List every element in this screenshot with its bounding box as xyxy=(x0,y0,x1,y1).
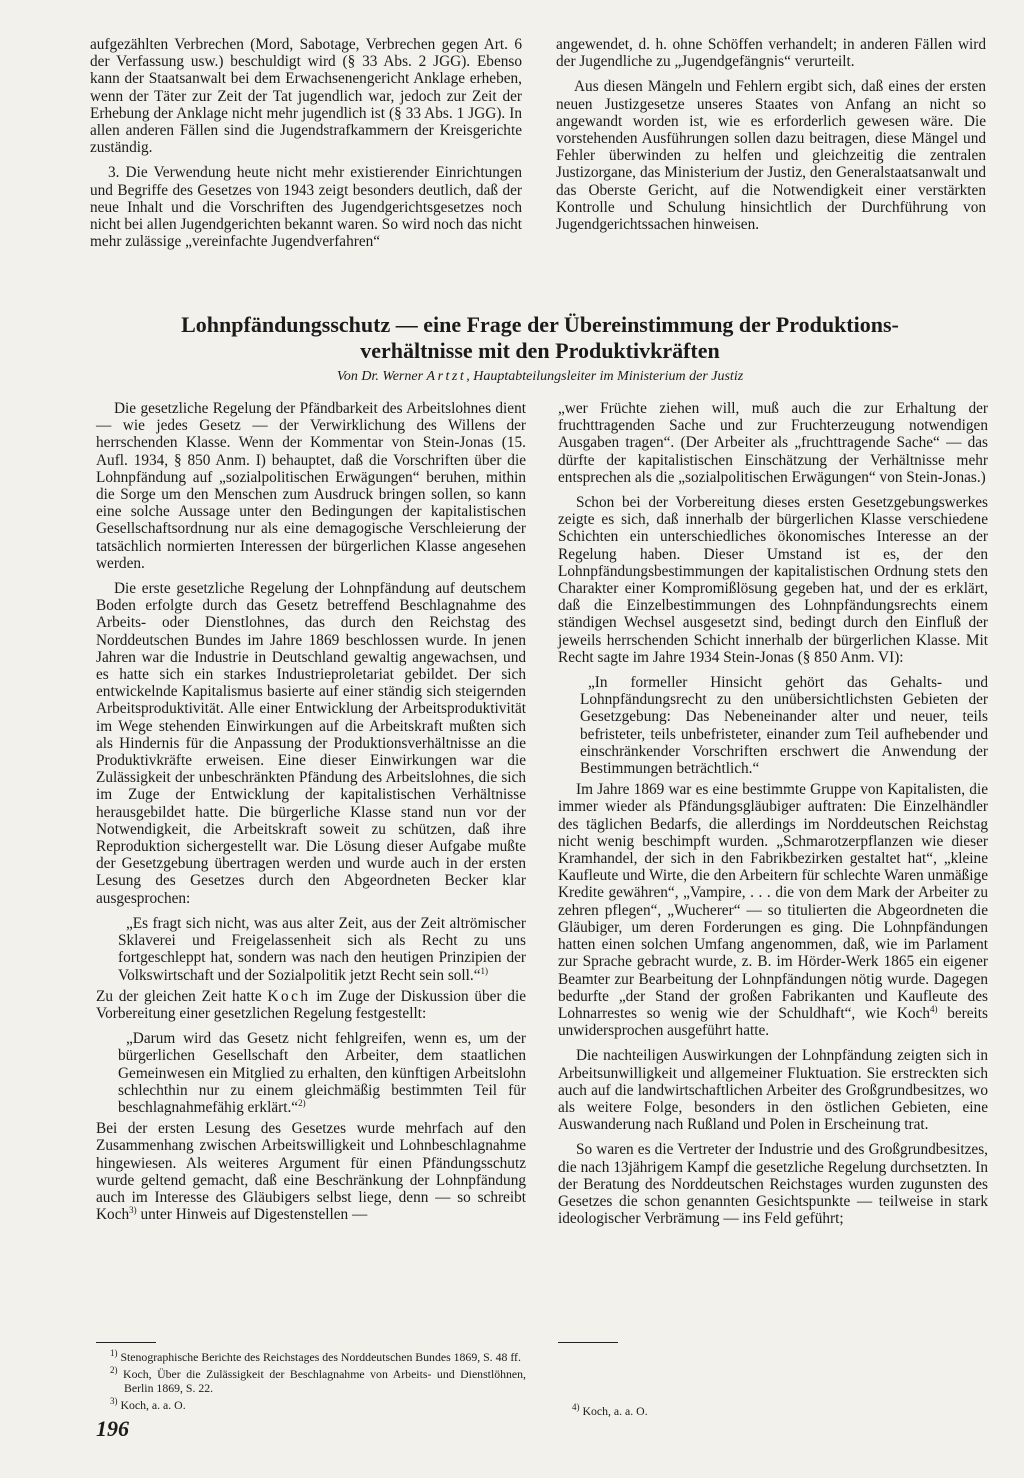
block-quote xyxy=(118,915,526,984)
quote-text: „Darum wird das Gesetz nicht fehlgreifen, wenn es, um der bürgerlichen Gesellschaft den Arbeiter, dem staatlichen Gemeinwesen ein Mitglied zu erhalten, den künftigen Arbeitslohn schlechthin nur zu einem gleichmäßig bestimmten Teil für beschlagnahmefähig erklärt.“ xyxy=(118,1030,526,1116)
footnote-ref: 2) xyxy=(298,1097,306,1108)
footnote-mark: 2) xyxy=(110,1365,118,1376)
block-quote xyxy=(118,1030,526,1116)
paragraph: „wer Früchte ziehen will, muß auch die zur Erhaltung der fruchttragenden Sache und zur Fruchterzeugung notwendigen Ausgaben tragen“. (Der Arbeiter als „fruchttragende Sache“ — das dürfte der kapitalistischen Einschätzung der Verhältnisse mehr entsprechen als die „sozialpolitischen Erwägungen“ von Stein-Jonas.) xyxy=(558,400,988,486)
text-run: Zu der gleichen Zeit hatte xyxy=(96,987,268,1005)
paragraph: Die erste gesetzliche Regelung der Lohnpfändung auf deutschem Boden erfolgte durch das Gesetz betreffend Beschlagnahme des Arbeits- oder Dienstlohnes, das durch den Reichstag des Norddeutschen Bundes im Jahre 1869 beschlossen wurde. In jenen Jahren war die Industrie in Deutschland gewaltig angewachsen, und es hatte sich ein starkes Industrieproletariat gebildet. Der sich entwickelnde Kapitalismus basierte auf einer ständig sich steigernden Arbeitsproduktivität. Alle einer Entwicklung der Arbeitsproduktivität im Wege stehenden Einwirkungen auf die Arbeitskraft mußten sich als Hindernis für die Anpassung der Produktionsverhältnisse an die Produktivkräfte erweisen. Eine dieser Einwirkungen war die Zulässigkeit der unbeschränkten Pfändung des Arbeitslohnes, die sich im Zuge der Entwicklung der kapitalistischen Verhältnisse herausgebildet hatte. Die bürgerliche Klasse stand nun vor der Notwendigkeit, die Arbeitskraft soweit zu schützen, daß ihre Reproduktion sichergestellt war. Die Lösung dieser Aufgabe mußte der Gesetzgebung übertragen werden und wurde auch in der ersten Lesung des Gesetzes durch den Abgeordneten Becker klar ausgesprochen: xyxy=(96,580,526,907)
paragraph xyxy=(96,1120,526,1223)
paragraph: Die gesetzliche Regelung der Pfändbarkeit des Arbeitslohnes dient — wie jedes Gesetz — der Verwirklichung des Willens der herrschenden Klasse. Wenn der Kommentar von Stein-Jonas (15. Aufl. 1934, § 850 Anm. I) behauptet, daß die Vorschriften über die Lohnpfändung auf „sozialpolitischen Erwägungen“ beruhen, mithin die Sorge um den Menschen zum Ausdruck bringen sollen, so kann eine solche Aussage unter den Bedingungen der kapitalistischen Gesellschaftsordnung nur als eine demagogische Verschleierung der tatsächlich normierten Interessen der bürgerlichen Klasse angesehen werden. xyxy=(96,400,526,572)
footnote-divider xyxy=(96,1342,156,1343)
paragraph: aufgezählten Verbrechen (Mord, Sabotage, Verbrechen gegen Art. 6 der Verfassung usw.) beschuldigt wird (§ 33 Abs. 2 JGG). Ebenso kann der Staatsanwalt bei dem Erwachsenengericht Anklage erheben, wenn der Täter zur Zeit der Tat jugendlich war, jedoch zur Zeit der Erhebung der Anklage nicht mehr jugendlich ist (§ 33 Abs. 1 JGG). In allen anderen Fällen sind die Jugendstrafkammern der Kreisgerichte zuständig. xyxy=(90,36,522,157)
person-name: Koch xyxy=(267,987,311,1005)
page-number: 196 xyxy=(96,1416,129,1441)
footnote-text: Koch, Über die Zulässigkeit der Beschlagnahme von Arbeits- und Dienstlöhnen, Berlin 1869, S. 22. xyxy=(123,1367,526,1395)
paragraph xyxy=(558,781,988,1039)
footnote-mark: 3) xyxy=(110,1396,118,1407)
footnotes-left xyxy=(108,1350,526,1415)
text-run: Im Jahre 1869 war es eine bestimmte Gruppe von Kapitalisten, die immer wieder als Pfändungsgläubiger auftraten: Die Einzelhändler des täglichen Bedarfs, die allerdings im Norddeutschen Reichstag nicht wenig beschimpft wurden. „Schmarotzerpflanzen wie dieser Kramhandel, der sich in den Fabrikbezirken gestaltet hat“, „kleine Kaufleute und Wirte, die den Arbeitern für schlechte Waren unmäßige Kredite gewähren“, „Vampire, . . . die von dem Mark der Arbeiter zu zehren pflegen“, „Wucherer“ — so titulierten die Abgeordneten die Gläubiger, um deren Forderungen es ging. Die Lohnpfändungen hatten einen solchen Umfang angenommen, daß, wie im Parlament zur Sprache gebracht wurde, z. B. im Hörder-Werk 1865 ein eigener Beamter zur Bearbeitung der Lohnpfändungen nötig wurde. Dagegen bedurfte „der Stand der großen Fabrikanten und Kaufleute des Lohnarrestes so wenig wie der Schuldhaft“, wie Koch xyxy=(558,781,988,1022)
article-title-line: verhältnisse mit den Produktivkräften xyxy=(360,338,720,363)
article-right-column xyxy=(558,400,988,1235)
footnote-text: Stenographische Berichte des Reichstages des Norddeutschen Bundes 1869, S. 48 ff. xyxy=(120,1350,521,1364)
paragraph: Aus diesen Mängeln und Fehlern ergibt sich, daß eines der ersten neuen Justizgesetze unseres Staates von Anfang an nicht so angewandt worden ist, wie es erforderlich gewesen wäre. Die vorstehenden Ausführungen sollen dazu beitragen, diese Mängel und Fehler überwinden zu helfen und gleichzeitig die zentralen Justizorgane, das Ministerium der Justiz, den Generalstaatsanwalt und das Oberste Gericht, auf die Notwendigkeit einer verstärkten Kontrolle und Schulung hinsichtlich der Durchführung von Jugendgerichtssachen hinweisen. xyxy=(556,78,986,234)
text-run: Bei der ersten Lesung des Gesetzes wurde mehrfach auf den Zusammenhang zwischen Arbeitswilligkeit und Lohnbeschlagnahme hingewiesen. Als weiteres Argument für einen Pfändungsschutz wurde geltend gemacht, daß eine Beschränkung der Lohnpfändung auch im Interesse des Gläubigers selbst liege, denn — so schreibt Koch xyxy=(96,1120,526,1224)
footnote-ref: 3) xyxy=(129,1205,137,1216)
top-left-column xyxy=(90,36,522,258)
paragraph: 3. Die Verwendung heute nicht mehr existierender Einrichtungen und Begriffe des Gesetzes von 1943 zeigt besonders deutlich, daß der neue Inhalt und die Vorschriften des Jugendgerichtsgesetzes noch nicht bei allen Jugendgerichten bekannt waren. So wird noch das nicht mehr zulässige „vereinfachte Jugendverfahren“ xyxy=(90,164,523,251)
paragraph: Die nachteiligen Auswirkungen der Lohnpfändung zeigten sich in Arbeitsunwilligkeit und allgemeiner Fluktuation. Sie erstreckten sich auch auf die landwirtschaftlichen Arbeiter des Großgrundbesitzes, wo als weitere Folge, besonders in den östlichen Gebieten, eine Auswanderung nach Rußland und Polen in Erscheinung trat. xyxy=(558,1047,988,1134)
paragraph: Schon bei der Vorbereitung dieses ersten Gesetzgebungswerkes zeigte es sich, daß innerhalb der bürgerlichen Klasse verschiedene Schichten ein unterschiedliches ökonomisches Interesse an der Regelung haben. Dieser Umstand ist es, der den Lohnpfändungsbestimmungen der kapitalistischen Ordnung stets den Charakter einer Kompromißlösung gegeben hat, und der es erklärt, daß die Einzelbestimmungen des Lohnpfändungsrechts einem ständigen Wechsel ausgesetzt sind, bedingt durch den Einfluß der jeweils herrschenden Schicht innerhalb der bürgerlichen Klasse. Mit Recht sagte im Jahre 1934 Stein-Jonas (§ 850 Anm. VI): xyxy=(558,494,988,666)
article-left-column xyxy=(96,400,526,1231)
footnote xyxy=(108,1350,526,1364)
top-right-column xyxy=(556,36,986,241)
text-run: bereits unwidersprochen ausgeführt hatte. xyxy=(558,1004,988,1040)
paragraph: So waren es die Vertreter der Industrie und des Großgrundbesitzes, die nach 13jährigem Kampf die gesetzliche Regelung durchsetzten. In der Beratung des Norddeutschen Reichstages wurden zugunsten des Gesetzes die schon genannten Gesichtspunkte — teilweise in stark ideologischer Verbrämung — ins Feld geführt; xyxy=(558,1141,988,1228)
byline-suffix: , Hauptabteilungsleiter im Ministerium der Justiz xyxy=(466,369,744,384)
paragraph xyxy=(96,988,526,1022)
footnote-text: Koch, a. a. O. xyxy=(582,1404,648,1418)
footnotes-right xyxy=(570,1404,770,1421)
article-title xyxy=(90,312,990,364)
byline-prefix: Von Dr. Werner xyxy=(336,369,427,384)
quote-text: „Es fragt sich nicht, was aus alter Zeit, aus der Zeit altrömischer Sklaverei und Freigelassenheit sich als Recht zu uns fortgeschleppt hat, sondern was nach den heutigen Prinzipien der Volkswirtschaft und der Sozialpolitik jetzt Recht sein soll.“ xyxy=(118,914,526,984)
article-title-line: Lohnpfändungsschutz — eine Frage der Übereinstimmung der Produktions- xyxy=(181,312,899,337)
text-run: unter Hinweis auf Digestenstellen — xyxy=(136,1206,368,1224)
article-byline xyxy=(90,368,990,385)
footnote xyxy=(108,1398,526,1412)
text-run: im Zuge der Diskussion über die Vorbereitung einer gesetzlichen Regelung festgestellt: xyxy=(96,987,526,1022)
footnote-text: Koch, a. a. O. xyxy=(120,1398,186,1412)
footnote-mark: 1) xyxy=(110,1348,118,1359)
paragraph: angewendet, d. h. ohne Schöffen verhandelt; in anderen Fällen wird der Jugendliche zu „Jugendgefängnis“ verurteilt. xyxy=(556,36,986,71)
footnote-mark: 4) xyxy=(572,1402,580,1413)
footnote-ref: 1) xyxy=(480,965,489,976)
footnote-divider xyxy=(558,1342,618,1343)
footnote xyxy=(108,1367,526,1395)
author-name: Artzt xyxy=(426,369,467,384)
footnote xyxy=(570,1404,770,1418)
block-quote: „In formeller Hinsicht gehört das Gehalts- und Lohnpfändungsrecht zu den unübersichtlichsten Gebieten der Gesetzgebung: Das Nebeneinander alter und neuer, teils befristeter, teils unbefristeter, einander zum Teil aufhebender und einschränkender Vorschriften erschwert die Anwendung der Bestimmungen beträchtlich.“ xyxy=(580,674,988,778)
footnote-ref: 4) xyxy=(929,1003,938,1014)
